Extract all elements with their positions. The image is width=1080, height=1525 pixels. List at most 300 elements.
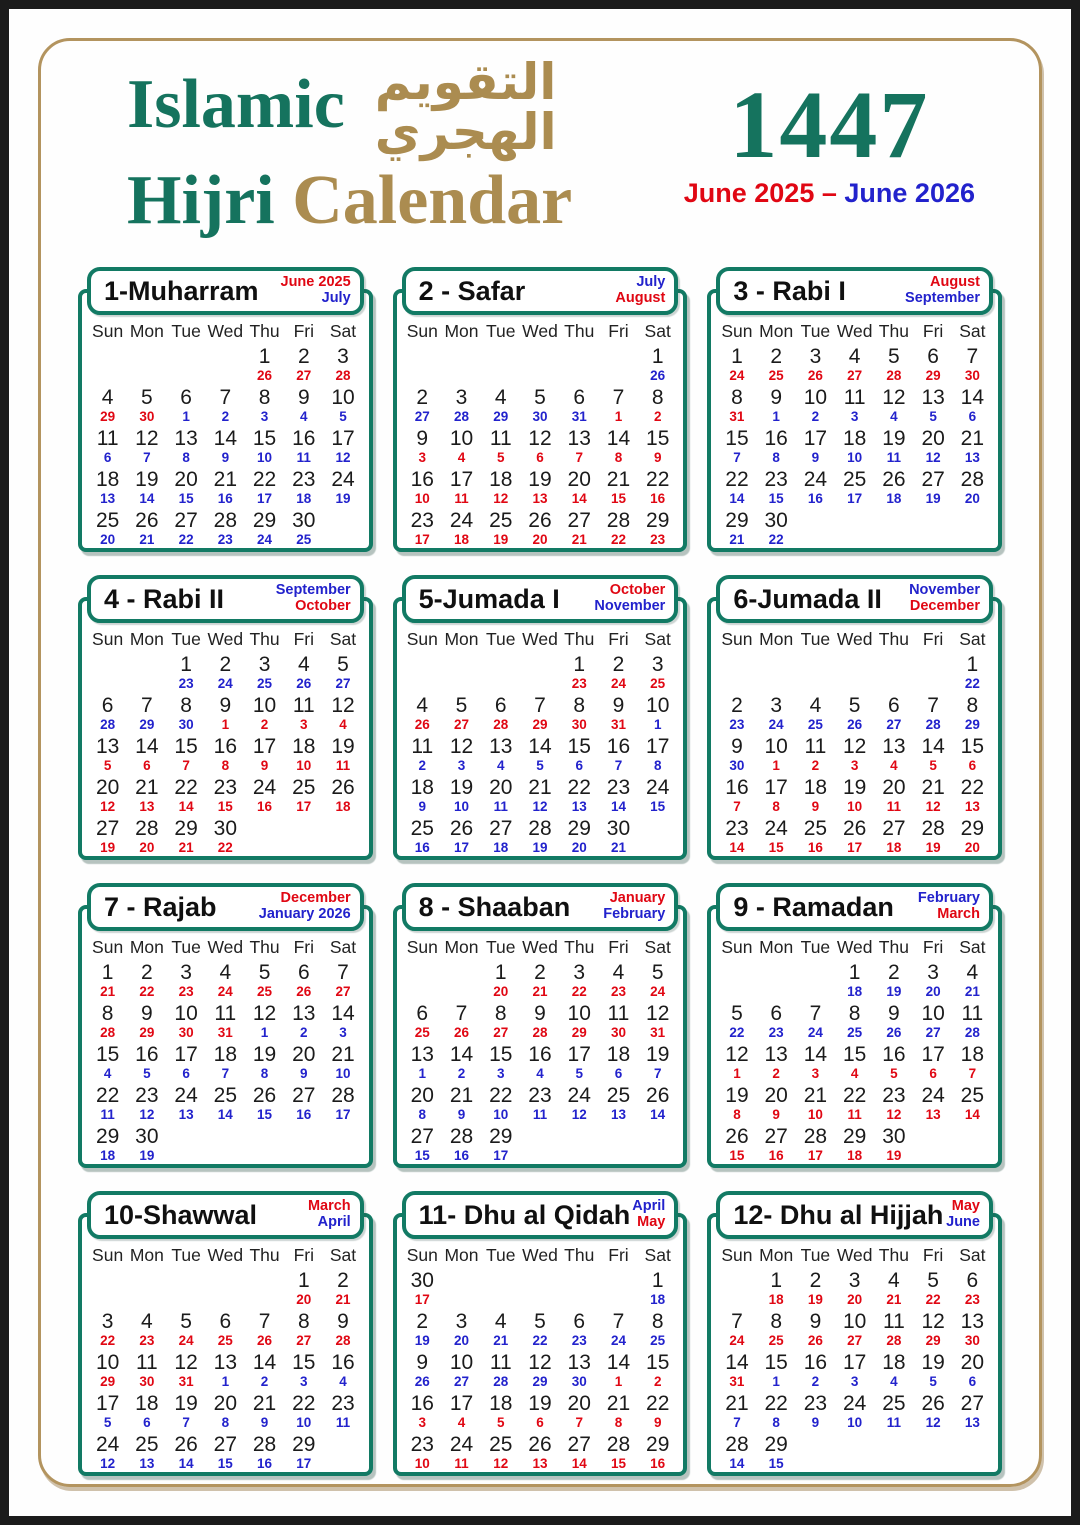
gregorian-date: 28: [453, 409, 470, 424]
day-cell: [481, 345, 520, 386]
day-cell: [638, 1002, 677, 1043]
week-row: [88, 1269, 363, 1310]
day-cell: [284, 817, 323, 858]
hijri-date: 24: [95, 1433, 120, 1456]
month-header-tab: [716, 883, 993, 931]
hijri-date: 10: [252, 694, 277, 717]
hijri-date: 22: [292, 1392, 316, 1415]
day-cell: [481, 1433, 520, 1474]
gregorian-date: 24: [217, 984, 233, 999]
day-cell: [206, 509, 245, 550]
day-cell: [560, 1002, 599, 1043]
hijri-date: 8: [180, 694, 192, 717]
gregorian-date: 13: [139, 1456, 155, 1471]
day-cell: [560, 1269, 599, 1310]
gregorian-date: 23: [964, 1292, 980, 1307]
gregorian-date: 12: [886, 1107, 902, 1122]
hijri-date: 19: [842, 776, 867, 799]
day-cell: [166, 468, 205, 509]
hijri-date: 11: [96, 427, 119, 450]
hijri-date: 28: [606, 1433, 631, 1456]
gregorian-month-top: September: [275, 582, 351, 599]
hijri-date: 21: [449, 1084, 474, 1107]
hijri-date: 3: [927, 961, 939, 984]
gregorian-date: 17: [807, 1148, 823, 1163]
gregorian-date: 21: [532, 984, 548, 999]
gregorian-date: 18: [493, 840, 509, 855]
weekday-label: Sat: [644, 937, 671, 957]
gregorian-date: 26: [650, 368, 666, 383]
day-cell: [442, 817, 481, 858]
gregorian-date: 15: [257, 1107, 273, 1122]
weeks-container: [717, 961, 992, 1166]
gregorian-date: 15: [414, 1148, 430, 1163]
day-cell: [520, 345, 559, 386]
gregorian-date: 12: [139, 1107, 155, 1122]
day-cell: [796, 961, 835, 1002]
hijri-date: 30: [606, 817, 631, 840]
hijri-date: 17: [803, 427, 828, 450]
hijri-date: 5: [534, 386, 546, 409]
day-cell: [284, 1043, 323, 1084]
gregorian-date: 28: [100, 717, 116, 732]
day-cell: [757, 1043, 796, 1084]
hijri-date: 12: [174, 1351, 198, 1374]
month-panel: [393, 1191, 688, 1476]
hijri-date: 25: [489, 509, 513, 532]
day-cell: [835, 1392, 874, 1433]
hijri-date: 12: [842, 735, 867, 758]
hijri-date: 26: [174, 1433, 198, 1456]
weekday-label: Thu: [249, 321, 280, 341]
hijri-date: 22: [764, 1392, 788, 1415]
gregorian-date: 2: [457, 1066, 466, 1081]
hijri-date: 24: [331, 468, 355, 491]
hijri-date: 20: [292, 1043, 316, 1066]
hijri-date: 10: [921, 1002, 945, 1025]
gregorian-date: 4: [300, 409, 308, 424]
day-cell: [284, 1002, 323, 1043]
day-cell: [717, 961, 756, 1002]
day-cell: [914, 1433, 953, 1474]
hijri-date: 17: [95, 1392, 120, 1415]
hijri-date: 13: [921, 386, 945, 409]
gregorian-date: 24: [650, 984, 666, 999]
gregorian-date: 18: [100, 1148, 116, 1163]
month-header-tab: [87, 267, 364, 315]
gregorian-date: 8: [733, 1107, 741, 1122]
day-cell: [206, 1084, 245, 1125]
gregorian-date: 8: [182, 450, 190, 465]
gregorian-date: 23: [178, 984, 194, 999]
hijri-date: 19: [528, 1392, 552, 1415]
day-cell: [953, 345, 992, 386]
gregorian-date: 3: [418, 1415, 427, 1430]
gregorian-date: 13: [571, 799, 587, 814]
weekday-label: Fri: [608, 1245, 629, 1265]
day-cell: [638, 817, 677, 858]
hijri-date: 20: [410, 1084, 434, 1107]
month-panel: [393, 575, 688, 860]
day-cell: [442, 468, 481, 509]
hijri-date: 13: [960, 1310, 985, 1333]
hijri-date: 23: [882, 1084, 906, 1107]
day-cell: [127, 386, 166, 427]
day-cell: [638, 735, 677, 776]
gregorian-month-top: October: [609, 582, 666, 599]
gregorian-month-top: March: [307, 1198, 351, 1215]
day-cell: [757, 345, 796, 386]
gregorian-month-bottom: October: [295, 598, 351, 614]
hijri-date: 2: [416, 1310, 429, 1333]
year-block: [684, 53, 975, 236]
day-cell: [835, 1043, 874, 1084]
gregorian-date: 20: [139, 840, 155, 855]
hijri-date: 2: [416, 386, 429, 409]
hijri-date: 16: [135, 1043, 159, 1066]
weekday-label: Sat: [959, 937, 986, 957]
weekday-row: [88, 321, 363, 342]
day-cell: [599, 386, 638, 427]
gregorian-date: 9: [457, 1107, 466, 1122]
gregorian-date: 31: [729, 409, 745, 424]
hijri-date: 20: [567, 468, 591, 491]
hijri-date: 6: [219, 1310, 232, 1333]
gregorian-date: 13: [100, 491, 116, 506]
day-cell: [166, 1125, 205, 1166]
weekday-label: Sun: [406, 321, 438, 341]
gregorian-date: 5: [929, 1374, 937, 1389]
day-cell: [874, 776, 913, 817]
day-cell: [88, 386, 127, 427]
gregorian-date: 5: [929, 758, 937, 773]
hijri-date: 30: [292, 509, 316, 532]
weekday-row: [403, 321, 678, 342]
arabic-calligraphy: التقويم الهجري: [374, 53, 557, 161]
gregorian-date: 7: [221, 1066, 230, 1081]
day-cell: [835, 1351, 874, 1392]
gregorian-date: 24: [729, 368, 745, 383]
week-row: [717, 386, 992, 427]
hijri-date: 24: [803, 468, 828, 491]
hijri-date: 25: [292, 776, 316, 799]
gregorian-date: 21: [964, 984, 980, 999]
hijri-date: 18: [882, 1351, 906, 1374]
day-cell: [874, 345, 913, 386]
gregorian-date: 25: [807, 717, 823, 732]
day-cell: [166, 345, 205, 386]
gregorian-date: 26: [847, 717, 863, 732]
day-cell: [796, 1351, 835, 1392]
day-cell: [520, 1125, 559, 1166]
hijri-date: 27: [764, 1125, 788, 1148]
month-header-tab: [402, 1191, 679, 1239]
week-row: [88, 1392, 363, 1433]
hijri-date: 23: [764, 468, 788, 491]
weekday-label: Sun: [406, 629, 438, 649]
weekday-label: Mon: [444, 937, 479, 957]
gregorian-date: 20: [964, 840, 980, 855]
hijri-date: 11: [411, 735, 434, 758]
day-cell: [403, 427, 442, 468]
gregorian-date: 31: [610, 717, 626, 732]
weekday-label: Tue: [485, 1245, 516, 1265]
day-cell: [206, 1351, 245, 1392]
hijri-date: 29: [292, 1433, 316, 1456]
weekday-label: Tue: [485, 629, 516, 649]
day-cell: [599, 1351, 638, 1392]
gregorian-date: 20: [296, 1292, 312, 1307]
gregorian-date: 29: [964, 717, 980, 732]
day-cell: [481, 694, 520, 735]
gregorian-month-bottom: September: [905, 290, 980, 306]
gregorian-month-bottom: August: [615, 290, 666, 306]
day-cell: [638, 427, 677, 468]
month-body: [393, 905, 688, 1168]
hijri-date: 14: [725, 1351, 749, 1374]
weekday-label: Thu: [878, 321, 909, 341]
day-cell: [166, 1392, 205, 1433]
hijri-date: 6: [770, 1002, 783, 1025]
gregorian-date: 24: [178, 1333, 194, 1348]
gregorian-date: 16: [217, 491, 233, 506]
day-cell: [442, 345, 481, 386]
hijri-date: 26: [725, 1125, 749, 1148]
day-cell: [835, 468, 874, 509]
day-cell: [284, 468, 323, 509]
week-row: [88, 386, 363, 427]
gregorian-date: 15: [768, 840, 784, 855]
week-row: [717, 1269, 992, 1310]
hijri-date: 17: [252, 735, 277, 758]
gregorian-date: 3: [811, 1066, 820, 1081]
day-cell: [284, 1433, 323, 1474]
week-row: [88, 1433, 363, 1474]
day-cell: [835, 694, 874, 735]
day-cell: [914, 961, 953, 1002]
hijri-date: 12: [331, 694, 355, 717]
day-cell: [835, 509, 874, 550]
hijri-date: 27: [489, 817, 513, 840]
gregorian-date: 8: [614, 450, 623, 465]
day-cell: [520, 1392, 559, 1433]
gregorian-month-bottom: February: [603, 906, 666, 922]
gregorian-date: 6: [968, 758, 977, 773]
hijri-date: 13: [292, 1002, 316, 1025]
gregorian-date: 10: [847, 799, 863, 814]
hijri-date: 10: [449, 1351, 474, 1374]
gregorian-date: 11: [886, 1415, 902, 1430]
gregorian-date: 10: [414, 1456, 430, 1471]
day-cell: [874, 427, 913, 468]
hijri-date: 9: [770, 386, 783, 409]
day-cell: [520, 1269, 559, 1310]
month-panel: [707, 575, 1002, 860]
gregorian-date: 7: [733, 799, 741, 814]
day-cell: [481, 468, 520, 509]
day-cell: [403, 1043, 442, 1084]
weekday-label: Tue: [485, 937, 516, 957]
weekday-row: [717, 321, 992, 342]
gregorian-date: 8: [221, 1415, 230, 1430]
hijri-date: 27: [213, 1433, 237, 1456]
day-cell: [717, 1310, 756, 1351]
day-cell: [88, 1043, 127, 1084]
gregorian-date: 31: [729, 1374, 745, 1389]
hijri-date: 2: [770, 345, 783, 368]
weekday-label: Tue: [800, 937, 831, 957]
day-cell: [127, 776, 166, 817]
hijri-date: 20: [882, 776, 906, 799]
week-row: [403, 509, 678, 550]
hijri-date: 17: [921, 1043, 945, 1066]
gregorian-date: 18: [847, 984, 863, 999]
gregorian-date: 27: [886, 717, 902, 732]
hijri-date: 2: [141, 961, 153, 984]
day-cell: [560, 468, 599, 509]
day-cell: [520, 1351, 559, 1392]
range-start: June 2025: [683, 178, 815, 209]
day-cell: [757, 653, 796, 694]
hijri-date: 1: [101, 961, 114, 984]
gregorian-date: 17: [414, 1292, 430, 1307]
hijri-date: 21: [528, 776, 552, 799]
hijri-date: 10: [567, 1002, 591, 1025]
gregorian-date: 21: [178, 840, 194, 855]
hijri-date: 19: [646, 1043, 670, 1066]
week-row: [88, 694, 363, 735]
hijri-date: 16: [803, 1351, 828, 1374]
hijri-date: 7: [258, 1310, 271, 1333]
hijri-date: 7: [337, 961, 349, 984]
gregorian-month-top: August: [930, 274, 980, 291]
day-cell: [284, 1125, 323, 1166]
hijri-date: 13: [567, 1351, 591, 1374]
hijri-date: 20: [960, 1351, 985, 1374]
hijri-date: 2: [337, 1269, 349, 1292]
hijri-date: 24: [842, 1392, 867, 1415]
gregorian-date: 17: [493, 1148, 509, 1163]
gregorian-date: 10: [257, 450, 273, 465]
weekday-label: Wed: [836, 321, 873, 341]
gregorian-date: 27: [414, 409, 430, 424]
day-cell: [245, 509, 284, 550]
hijri-date: 11: [489, 1351, 512, 1374]
weekday-label: Fri: [922, 1245, 944, 1265]
hijri-date: 20: [174, 468, 198, 491]
hijri-date: 17: [449, 468, 474, 491]
day-cell: [127, 1002, 166, 1043]
gregorian-date: 27: [296, 1333, 312, 1348]
gregorian-date: 15: [217, 799, 233, 814]
gregorian-date: 11: [886, 450, 902, 465]
gregorian-date: 17: [453, 840, 470, 855]
month-header-tab: [87, 575, 364, 623]
month-header-tab: [402, 267, 679, 315]
day-cell: [284, 1084, 323, 1125]
gregorian-date: 11: [886, 799, 902, 814]
hijri-date: 8: [848, 1002, 861, 1025]
gregorian-date: 4: [850, 1066, 859, 1081]
gregorian-date: 7: [575, 450, 583, 465]
weekday-label: Mon: [444, 629, 479, 649]
hijri-date: 8: [573, 694, 586, 717]
hijri-date: 21: [252, 1392, 277, 1415]
month-panel: [393, 267, 688, 552]
gregorian-date: 20: [847, 1292, 863, 1307]
gregorian-date: 19: [139, 1148, 155, 1163]
hijri-date: 1: [297, 1269, 310, 1292]
day-cell: [481, 735, 520, 776]
gregorian-date: 30: [139, 1374, 155, 1389]
gregorian-date: 6: [968, 409, 977, 424]
hijri-date: 8: [770, 1310, 783, 1333]
day-cell: [599, 1310, 638, 1351]
hijri-date: 22: [646, 1392, 670, 1415]
hijri-date: 7: [141, 694, 153, 717]
gregorian-month-bottom: December: [909, 598, 980, 614]
week-row: [403, 735, 678, 776]
day-cell: [914, 345, 953, 386]
hijri-date: 15: [252, 427, 277, 450]
weekday-label: Sat: [644, 1245, 671, 1265]
week-row: [403, 694, 678, 735]
gregorian-date: 22: [217, 840, 233, 855]
day-cell: [835, 735, 874, 776]
week-row: [717, 694, 992, 735]
month-body: [707, 1213, 1002, 1476]
day-cell: [284, 961, 323, 1002]
day-cell: [874, 817, 913, 858]
day-cell: [206, 1392, 245, 1433]
day-cell: [796, 345, 835, 386]
gregorian-date: 5: [143, 1066, 151, 1081]
hijri-date: 28: [725, 1433, 749, 1456]
gregorian-date: 30: [532, 409, 548, 424]
hijri-date: 8: [297, 1310, 310, 1333]
weekday-label: Fri: [922, 321, 944, 341]
hijri-date: 18: [135, 1392, 159, 1415]
gregorian-date: 11: [454, 1456, 469, 1471]
day-cell: [88, 735, 127, 776]
day-cell: [560, 1310, 599, 1351]
week-row: [717, 776, 992, 817]
week-row: [88, 1310, 363, 1351]
gregorian-date: 1: [221, 717, 230, 732]
day-cell: [520, 386, 559, 427]
day-cell: [835, 1002, 874, 1043]
day-cell: [245, 345, 284, 386]
gregorian-date: 28: [886, 368, 902, 383]
day-cell: [206, 345, 245, 386]
hijri-date: 7: [219, 386, 232, 409]
gregorian-date: 11: [847, 1107, 862, 1122]
month-body: [393, 1213, 688, 1476]
gregorian-date: 27: [493, 1025, 509, 1040]
hijri-date: 9: [141, 1002, 153, 1025]
gregorian-date: 31: [178, 1374, 194, 1389]
hijri-date: 25: [213, 1084, 237, 1107]
gregorian-date: 26: [414, 1374, 430, 1389]
hijri-date: 14: [135, 735, 159, 758]
day-cell: [284, 1269, 323, 1310]
day-cell: [520, 817, 559, 858]
day-cell: [481, 776, 520, 817]
hijri-date: 15: [292, 1351, 316, 1374]
hijri-date: 26: [842, 817, 867, 840]
hijri-date: 3: [651, 653, 664, 676]
day-cell: [403, 1433, 442, 1474]
